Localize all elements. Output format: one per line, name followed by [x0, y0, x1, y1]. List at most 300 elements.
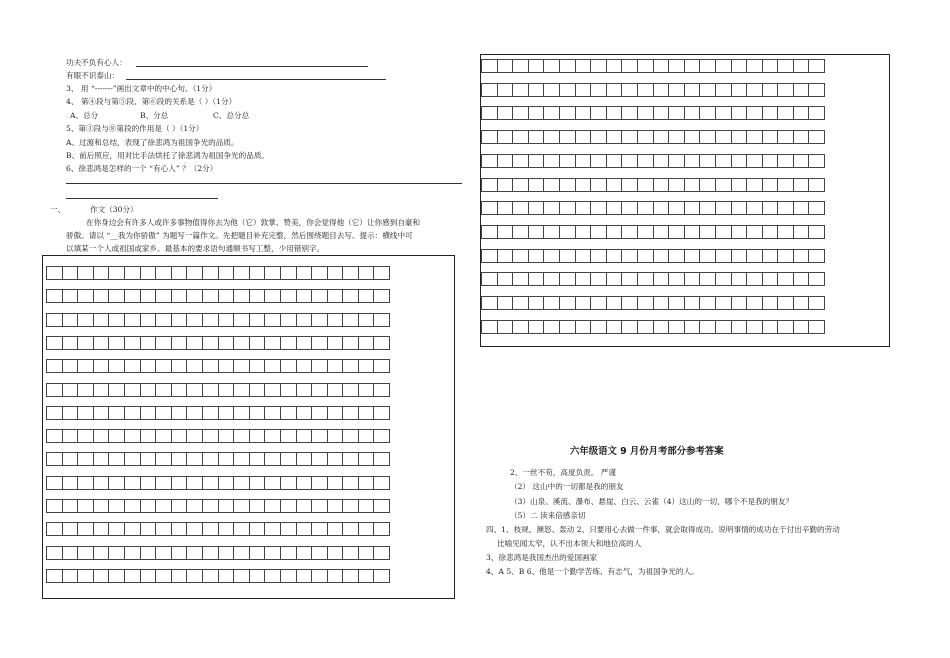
grid-cell[interactable] — [77, 452, 94, 466]
grid-cell[interactable] — [218, 522, 235, 536]
grid-cell[interactable] — [373, 266, 390, 280]
grid-cell[interactable] — [46, 546, 63, 560]
grid-cell[interactable] — [296, 383, 313, 397]
grid-cell[interactable] — [171, 569, 188, 583]
grid-cell[interactable] — [124, 289, 141, 303]
grid-cell[interactable] — [621, 201, 638, 215]
grid-cell[interactable] — [311, 546, 328, 560]
grid-cell[interactable] — [575, 225, 592, 239]
grid-cell[interactable] — [715, 201, 732, 215]
grid-cell[interactable] — [575, 106, 592, 120]
grid-cell[interactable] — [296, 499, 313, 513]
grid-cell[interactable] — [715, 272, 732, 286]
grid-cell[interactable] — [186, 266, 203, 280]
grid-cell[interactable] — [171, 336, 188, 350]
grid-cell[interactable] — [762, 154, 779, 168]
grid-cell[interactable] — [171, 476, 188, 490]
grid-cell[interactable] — [186, 359, 203, 373]
grid-cell[interactable] — [512, 83, 529, 97]
grid-cell[interactable] — [575, 59, 592, 73]
grid-cell[interactable] — [699, 272, 716, 286]
grid-cell[interactable] — [808, 83, 825, 97]
grid-cell[interactable] — [218, 499, 235, 513]
grid-cell[interactable] — [264, 452, 281, 466]
grid-cell[interactable] — [93, 452, 110, 466]
grid-cell[interactable] — [559, 83, 576, 97]
grid-cell[interactable] — [373, 359, 390, 373]
grid-cell[interactable] — [186, 499, 203, 513]
grid-cell[interactable] — [280, 383, 297, 397]
grid-cell[interactable] — [606, 83, 623, 97]
grid-cell[interactable] — [543, 296, 560, 310]
grid-cell[interactable] — [62, 289, 79, 303]
grid-cell[interactable] — [528, 83, 545, 97]
grid-cell[interactable] — [590, 249, 607, 263]
grid-cell[interactable] — [543, 83, 560, 97]
grid-cell[interactable] — [124, 429, 141, 443]
grid-cell[interactable] — [296, 429, 313, 443]
grid-cell[interactable] — [93, 429, 110, 443]
grid-cell[interactable] — [373, 406, 390, 420]
grid-cell[interactable] — [731, 83, 748, 97]
grid-cell[interactable] — [93, 522, 110, 536]
grid-cell[interactable] — [342, 406, 359, 420]
grid-cell[interactable] — [62, 569, 79, 583]
grid-cell[interactable] — [373, 336, 390, 350]
grid-cell[interactable] — [668, 154, 685, 168]
grid-cell[interactable] — [249, 452, 266, 466]
grid-cell[interactable] — [684, 178, 701, 192]
grid-cell[interactable] — [280, 452, 297, 466]
grid-cell[interactable] — [590, 106, 607, 120]
grid-cell[interactable] — [637, 320, 654, 334]
grid-cell[interactable] — [311, 383, 328, 397]
grid-cell[interactable] — [93, 266, 110, 280]
grid-cell[interactable] — [77, 546, 94, 560]
grid-cell[interactable] — [155, 406, 172, 420]
grid-cell[interactable] — [46, 406, 63, 420]
grid-cell[interactable] — [202, 336, 219, 350]
grid-cell[interactable] — [155, 429, 172, 443]
grid-cell[interactable] — [497, 178, 514, 192]
grid-cell[interactable] — [637, 296, 654, 310]
grid-cell[interactable] — [808, 130, 825, 144]
grid-cell[interactable] — [108, 383, 125, 397]
grid-cell[interactable] — [62, 429, 79, 443]
grid-cell[interactable] — [93, 359, 110, 373]
grid-cell[interactable] — [218, 429, 235, 443]
grid-cell[interactable] — [668, 225, 685, 239]
grid-cell[interactable] — [108, 429, 125, 443]
grid-cell[interactable] — [296, 522, 313, 536]
grid-cell[interactable] — [575, 320, 592, 334]
right-writing-grid[interactable] — [481, 59, 841, 349]
grid-cell[interactable] — [668, 130, 685, 144]
grid-cell[interactable] — [684, 320, 701, 334]
grid-cell[interactable] — [62, 476, 79, 490]
grid-cell[interactable] — [358, 569, 375, 583]
grid-cell[interactable] — [606, 320, 623, 334]
grid-cell[interactable] — [108, 499, 125, 513]
grid-cell[interactable] — [512, 154, 529, 168]
grid-cell[interactable] — [559, 320, 576, 334]
grid-cell[interactable] — [186, 383, 203, 397]
grid-cell[interactable] — [249, 266, 266, 280]
grid-cell[interactable] — [762, 130, 779, 144]
grid-cell[interactable] — [358, 429, 375, 443]
grid-cell[interactable] — [684, 272, 701, 286]
grid-cell[interactable] — [342, 546, 359, 560]
grid-cell[interactable] — [93, 569, 110, 583]
grid-cell[interactable] — [684, 83, 701, 97]
grid-cell[interactable] — [373, 522, 390, 536]
grid-cell[interactable] — [171, 313, 188, 327]
grid-cell[interactable] — [280, 336, 297, 350]
grid-cell[interactable] — [559, 178, 576, 192]
grid-cell[interactable] — [186, 452, 203, 466]
grid-cell[interactable] — [684, 59, 701, 73]
grid-cell[interactable] — [46, 266, 63, 280]
grid-cell[interactable] — [171, 406, 188, 420]
grid-cell[interactable] — [512, 106, 529, 120]
grid-cell[interactable] — [342, 383, 359, 397]
grid-cell[interactable] — [699, 83, 716, 97]
grid-cell[interactable] — [746, 59, 763, 73]
grid-cell[interactable] — [155, 266, 172, 280]
grid-cell[interactable] — [715, 178, 732, 192]
grid-cell[interactable] — [171, 452, 188, 466]
grid-cell[interactable] — [77, 476, 94, 490]
grid-cell[interactable] — [684, 296, 701, 310]
grid-cell[interactable] — [296, 313, 313, 327]
grid-cell[interactable] — [731, 320, 748, 334]
grid-cell[interactable] — [808, 201, 825, 215]
grid-cell[interactable] — [342, 569, 359, 583]
grid-cell[interactable] — [358, 499, 375, 513]
grid-cell[interactable] — [543, 201, 560, 215]
grid-cell[interactable] — [155, 546, 172, 560]
grid-cell[interactable] — [746, 178, 763, 192]
grid-cell[interactable] — [62, 406, 79, 420]
grid-cell[interactable] — [590, 130, 607, 144]
grid-cell[interactable] — [62, 546, 79, 560]
grid-cell[interactable] — [543, 106, 560, 120]
grid-cell[interactable] — [715, 225, 732, 239]
grid-cell[interactable] — [77, 289, 94, 303]
grid-cell[interactable] — [358, 406, 375, 420]
grid-cell[interactable] — [731, 154, 748, 168]
grid-cell[interactable] — [62, 383, 79, 397]
grid-cell[interactable] — [777, 296, 794, 310]
grid-cell[interactable] — [731, 296, 748, 310]
grid-cell[interactable] — [202, 266, 219, 280]
grid-cell[interactable] — [77, 266, 94, 280]
grid-cell[interactable] — [140, 499, 157, 513]
grid-cell[interactable] — [528, 178, 545, 192]
grid-cell[interactable] — [342, 499, 359, 513]
grid-cell[interactable] — [218, 383, 235, 397]
grid-cell[interactable] — [715, 154, 732, 168]
grid-cell[interactable] — [668, 201, 685, 215]
grid-cell[interactable] — [233, 569, 250, 583]
grid-cell[interactable] — [186, 569, 203, 583]
grid-cell[interactable] — [606, 249, 623, 263]
grid-cell[interactable] — [653, 249, 670, 263]
grid-cell[interactable] — [746, 201, 763, 215]
grid-cell[interactable] — [264, 359, 281, 373]
grid-cell[interactable] — [296, 546, 313, 560]
grid-cell[interactable] — [124, 569, 141, 583]
grid-cell[interactable] — [653, 130, 670, 144]
grid-cell[interactable] — [202, 476, 219, 490]
grid-cell[interactable] — [590, 83, 607, 97]
grid-cell[interactable] — [249, 406, 266, 420]
grid-cell[interactable] — [46, 569, 63, 583]
grid-cell[interactable] — [62, 336, 79, 350]
grid-cell[interactable] — [699, 225, 716, 239]
grid-cell[interactable] — [543, 178, 560, 192]
grid-cell[interactable] — [155, 313, 172, 327]
grid-cell[interactable] — [202, 452, 219, 466]
grid-cell[interactable] — [481, 59, 498, 73]
grid-cell[interactable] — [481, 83, 498, 97]
grid-cell[interactable] — [327, 336, 344, 350]
grid-cell[interactable] — [777, 225, 794, 239]
grid-cell[interactable] — [497, 201, 514, 215]
grid-cell[interactable] — [606, 106, 623, 120]
grid-cell[interactable] — [249, 289, 266, 303]
grid-cell[interactable] — [512, 178, 529, 192]
grid-cell[interactable] — [155, 452, 172, 466]
grid-cell[interactable] — [715, 320, 732, 334]
grid-cell[interactable] — [218, 476, 235, 490]
grid-cell[interactable] — [46, 313, 63, 327]
grid-cell[interactable] — [481, 201, 498, 215]
grid-cell[interactable] — [606, 201, 623, 215]
grid-cell[interactable] — [559, 296, 576, 310]
grid-cell[interactable] — [311, 499, 328, 513]
grid-cell[interactable] — [108, 406, 125, 420]
grid-cell[interactable] — [218, 289, 235, 303]
grid-cell[interactable] — [280, 429, 297, 443]
grid-cell[interactable] — [777, 154, 794, 168]
grid-cell[interactable] — [140, 336, 157, 350]
grid-cell[interactable] — [637, 272, 654, 286]
grid-cell[interactable] — [653, 106, 670, 120]
grid-cell[interactable] — [46, 522, 63, 536]
grid-cell[interactable] — [637, 130, 654, 144]
grid-cell[interactable] — [762, 225, 779, 239]
grid-cell[interactable] — [218, 546, 235, 560]
grid-cell[interactable] — [528, 59, 545, 73]
grid-cell[interactable] — [155, 336, 172, 350]
grid-cell[interactable] — [575, 130, 592, 144]
grid-cell[interactable] — [296, 336, 313, 350]
grid-cell[interactable] — [140, 313, 157, 327]
grid-cell[interactable] — [793, 178, 810, 192]
grid-cell[interactable] — [808, 59, 825, 73]
grid-cell[interactable] — [699, 201, 716, 215]
grid-cell[interactable] — [140, 289, 157, 303]
grid-cell[interactable] — [108, 476, 125, 490]
grid-cell[interactable] — [528, 320, 545, 334]
grid-cell[interactable] — [264, 476, 281, 490]
grid-cell[interactable] — [512, 225, 529, 239]
grid-cell[interactable] — [606, 178, 623, 192]
grid-cell[interactable] — [249, 476, 266, 490]
grid-cell[interactable] — [296, 359, 313, 373]
grid-cell[interactable] — [124, 452, 141, 466]
grid-cell[interactable] — [684, 201, 701, 215]
grid-cell[interactable] — [373, 452, 390, 466]
grid-cell[interactable] — [590, 225, 607, 239]
grid-cell[interactable] — [93, 313, 110, 327]
grid-cell[interactable] — [233, 359, 250, 373]
grid-cell[interactable] — [746, 106, 763, 120]
grid-cell[interactable] — [637, 106, 654, 120]
grid-cell[interactable] — [93, 499, 110, 513]
grid-cell[interactable] — [653, 201, 670, 215]
grid-cell[interactable] — [46, 383, 63, 397]
grid-cell[interactable] — [93, 289, 110, 303]
grid-cell[interactable] — [186, 289, 203, 303]
grid-cell[interactable] — [108, 569, 125, 583]
grid-cell[interactable] — [621, 320, 638, 334]
grid-cell[interactable] — [762, 249, 779, 263]
grid-cell[interactable] — [358, 546, 375, 560]
grid-cell[interactable] — [171, 266, 188, 280]
grid-cell[interactable] — [202, 406, 219, 420]
grid-cell[interactable] — [233, 522, 250, 536]
grid-cell[interactable] — [653, 225, 670, 239]
grid-cell[interactable] — [637, 59, 654, 73]
grid-cell[interactable] — [140, 569, 157, 583]
grid-cell[interactable] — [808, 296, 825, 310]
grid-cell[interactable] — [140, 522, 157, 536]
grid-cell[interactable] — [124, 383, 141, 397]
grid-cell[interactable] — [311, 476, 328, 490]
grid-cell[interactable] — [793, 225, 810, 239]
grid-cell[interactable] — [311, 452, 328, 466]
grid-cell[interactable] — [777, 249, 794, 263]
grid-cell[interactable] — [777, 178, 794, 192]
grid-cell[interactable] — [202, 289, 219, 303]
grid-cell[interactable] — [590, 154, 607, 168]
grid-cell[interactable] — [186, 313, 203, 327]
grid-cell[interactable] — [559, 201, 576, 215]
grid-cell[interactable] — [342, 452, 359, 466]
grid-cell[interactable] — [108, 266, 125, 280]
grid-cell[interactable] — [481, 225, 498, 239]
grid-cell[interactable] — [528, 154, 545, 168]
grid-cell[interactable] — [93, 476, 110, 490]
grid-cell[interactable] — [621, 296, 638, 310]
grid-cell[interactable] — [358, 266, 375, 280]
grid-cell[interactable] — [590, 296, 607, 310]
grid-cell[interactable] — [140, 406, 157, 420]
grid-cell[interactable] — [249, 383, 266, 397]
grid-cell[interactable] — [46, 452, 63, 466]
grid-cell[interactable] — [621, 59, 638, 73]
grid-cell[interactable] — [358, 452, 375, 466]
grid-cell[interactable] — [124, 522, 141, 536]
grid-cell[interactable] — [777, 130, 794, 144]
left-writing-grid[interactable] — [46, 266, 406, 596]
grid-cell[interactable] — [590, 59, 607, 73]
grid-cell[interactable] — [684, 154, 701, 168]
grid-cell[interactable] — [373, 499, 390, 513]
grid-cell[interactable] — [543, 59, 560, 73]
grid-cell[interactable] — [621, 225, 638, 239]
grid-cell[interactable] — [108, 522, 125, 536]
grid-cell[interactable] — [311, 406, 328, 420]
grid-cell[interactable] — [543, 154, 560, 168]
grid-cell[interactable] — [186, 429, 203, 443]
grid-cell[interactable] — [342, 266, 359, 280]
grid-cell[interactable] — [575, 272, 592, 286]
grid-cell[interactable] — [358, 313, 375, 327]
grid-cell[interactable] — [264, 266, 281, 280]
grid-cell[interactable] — [746, 296, 763, 310]
grid-cell[interactable] — [327, 546, 344, 560]
grid-cell[interactable] — [528, 225, 545, 239]
grid-cell[interactable] — [621, 178, 638, 192]
grid-cell[interactable] — [327, 429, 344, 443]
grid-cell[interactable] — [342, 359, 359, 373]
grid-cell[interactable] — [296, 266, 313, 280]
grid-cell[interactable] — [606, 296, 623, 310]
grid-cell[interactable] — [528, 201, 545, 215]
grid-cell[interactable] — [653, 272, 670, 286]
grid-cell[interactable] — [124, 336, 141, 350]
grid-cell[interactable] — [653, 296, 670, 310]
grid-cell[interactable] — [575, 83, 592, 97]
grid-cell[interactable] — [233, 406, 250, 420]
grid-cell[interactable] — [218, 336, 235, 350]
grid-cell[interactable] — [77, 313, 94, 327]
grid-cell[interactable] — [233, 499, 250, 513]
grid-cell[interactable] — [715, 59, 732, 73]
grid-cell[interactable] — [512, 201, 529, 215]
grid-cell[interactable] — [249, 569, 266, 583]
grid-cell[interactable] — [559, 249, 576, 263]
grid-cell[interactable] — [108, 313, 125, 327]
grid-cell[interactable] — [327, 266, 344, 280]
grid-cell[interactable] — [202, 546, 219, 560]
grid-cell[interactable] — [108, 546, 125, 560]
grid-cell[interactable] — [280, 266, 297, 280]
grid-cell[interactable] — [497, 272, 514, 286]
grid-cell[interactable] — [684, 130, 701, 144]
grid-cell[interactable] — [249, 546, 266, 560]
grid-cell[interactable] — [327, 522, 344, 536]
grid-cell[interactable] — [668, 296, 685, 310]
grid-cell[interactable] — [715, 296, 732, 310]
grid-cell[interactable] — [528, 296, 545, 310]
grid-cell[interactable] — [264, 546, 281, 560]
grid-cell[interactable] — [575, 154, 592, 168]
grid-cell[interactable] — [777, 201, 794, 215]
grid-cell[interactable] — [202, 522, 219, 536]
grid-cell[interactable] — [746, 320, 763, 334]
grid-cell[interactable] — [373, 313, 390, 327]
grid-cell[interactable] — [621, 272, 638, 286]
grid-cell[interactable] — [233, 289, 250, 303]
grid-cell[interactable] — [155, 359, 172, 373]
grid-cell[interactable] — [762, 320, 779, 334]
grid-cell[interactable] — [62, 452, 79, 466]
grid-cell[interactable] — [311, 429, 328, 443]
